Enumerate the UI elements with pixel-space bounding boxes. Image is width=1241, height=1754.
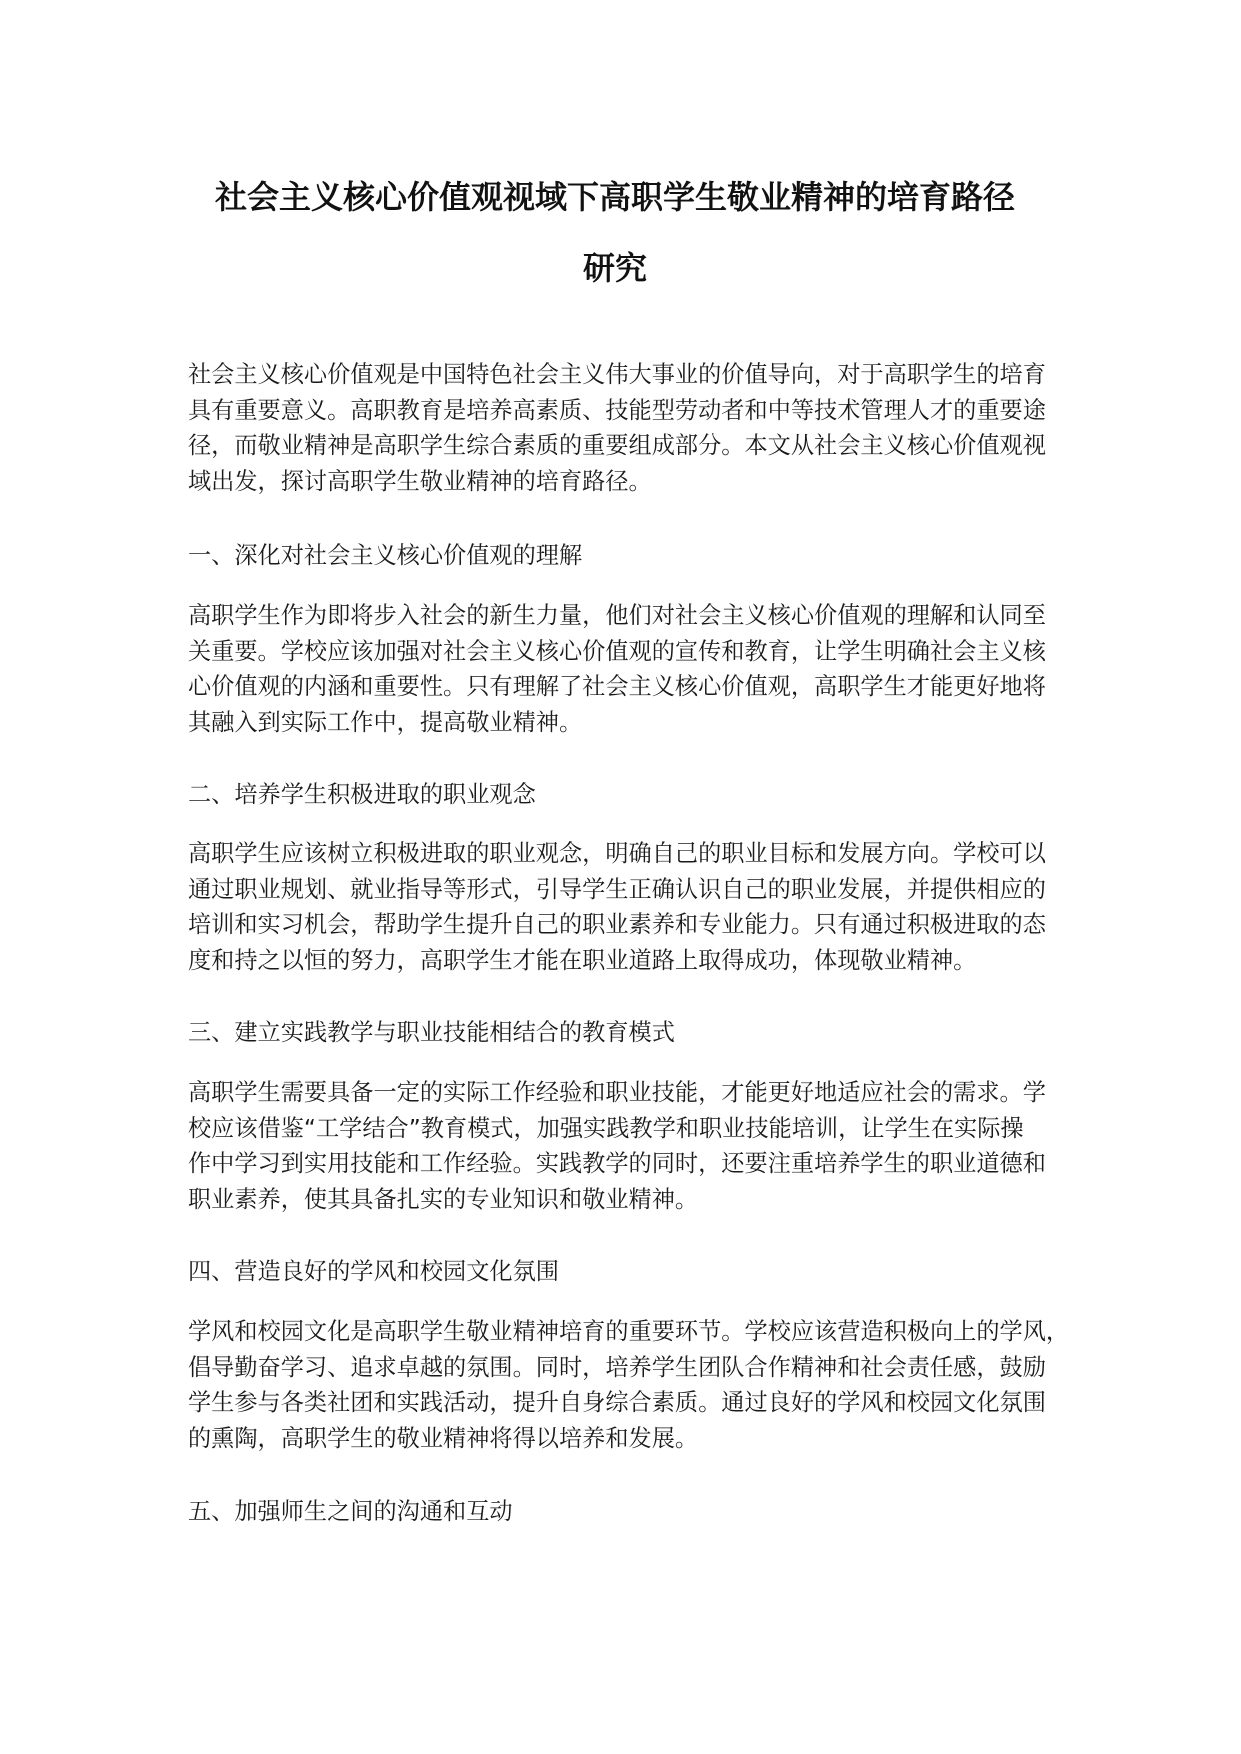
section-paragraph-2 xyxy=(188,836,1050,978)
intro-paragraph xyxy=(188,357,1050,499)
section-paragraph-3 xyxy=(188,1075,1050,1217)
paragraph-line: 度和持之以恒的努力，高职学生才能在职业道路上取得成功，体现敬业精神。 xyxy=(188,946,977,974)
paragraph-line: 职业素养，使其具备扎实的专业知识和敬业精神。 xyxy=(188,1185,699,1213)
paragraph-line: 具有重要意义。高职教育是培养高素质、技能型劳动者和中等技术管理人才的重要途 xyxy=(188,396,1046,424)
section-heading-text: 五、加强师生之间的沟通和互动 xyxy=(188,1498,513,1525)
paragraph-line: 心价值观的内涵和重要性。只有理解了社会主义核心价值观，高职学生才能更好地将 xyxy=(188,673,1046,700)
paragraph-line: 高职学生需要具备一定的实际工作经验和职业技能，才能更好地适应社会的需求。学 xyxy=(188,1079,1046,1106)
paragraph-line: 校应该借鉴“工学结合”教育模式，加强实践教学和职业技能培训，让学生在实际操 xyxy=(188,1114,1024,1142)
title-line-2: 研究 xyxy=(582,249,647,287)
document-title xyxy=(180,176,1050,289)
paragraph-line: 培训和实习机会，帮助学生提升自己的职业素养和专业能力。只有通过积极进取的态 xyxy=(188,911,1046,938)
section-heading-text: 二、培养学生积极进取的职业观念 xyxy=(188,781,536,808)
paragraph-line: 的熏陶，高职学生的敬业精神将得以培养和发展。 xyxy=(188,1424,699,1452)
paragraph-line: 作中学习到实用技能和工作经验。实践教学的同时，还要注重培养学生的职业道德和 xyxy=(188,1150,1046,1177)
title-line-1: 社会主义核心价值观视域下高职学生敬业精神的培育路径 xyxy=(214,178,1015,216)
paragraph-line: 高职学生作为即将步入社会的新生力量，他们对社会主义核心价值观的理解和认同至 xyxy=(188,602,1046,629)
paragraph-line: 社会主义核心价值观是中国特色社会主义伟大事业的价值导向，对于高职学生的培育 xyxy=(188,361,1046,388)
section-paragraph-1 xyxy=(188,598,1050,740)
paragraph-line: 其融入到实际工作中，提高敬业精神。 xyxy=(188,708,583,736)
section-heading-2 xyxy=(188,777,1050,813)
paragraph-line: 域出发，探讨高职学生敬业精神的培育路径。 xyxy=(188,467,652,495)
paragraph-line: 径，而敬业精神是高职学生综合素质的重要组成部分。本文从社会主义核心价值观视 xyxy=(188,432,1046,459)
section-paragraph-4 xyxy=(188,1314,1070,1456)
section-heading-3 xyxy=(188,1015,1050,1051)
paragraph-line: 学风和校园文化是高职学生敬业精神培育的重要环节。学校应该营造积极向上的学风， xyxy=(188,1318,1070,1345)
paragraph-line: 倡导勤奋学习、追求卓越的氛围。同时，培养学生团队合作精神和社会责任感，鼓励 xyxy=(188,1353,1046,1381)
section-heading-4 xyxy=(188,1254,1050,1290)
paragraph-line: 学生参与各类社团和实践活动，提升自身综合素质。通过良好的学风和校园文化氛围 xyxy=(188,1389,1046,1416)
section-heading-text: 四、营造良好的学风和校园文化氛围 xyxy=(188,1258,559,1285)
section-heading-text: 三、建立实践教学与职业技能相结合的教育模式 xyxy=(188,1019,675,1046)
paragraph-line: 通过职业规划、就业指导等形式，引导学生正确认识自己的职业发展，并提供相应的 xyxy=(188,875,1046,903)
section-heading-1 xyxy=(188,538,1050,574)
section-heading-text: 一、深化对社会主义核心价值观的理解 xyxy=(188,542,583,569)
section-heading-5 xyxy=(188,1494,1050,1530)
paragraph-line: 高职学生应该树立积极进取的职业观念，明确自己的职业目标和发展方向。学校可以 xyxy=(188,840,1046,867)
paragraph-line: 关重要。学校应该加强对社会主义核心价值观的宣传和教育，让学生明确社会主义核 xyxy=(188,637,1046,665)
